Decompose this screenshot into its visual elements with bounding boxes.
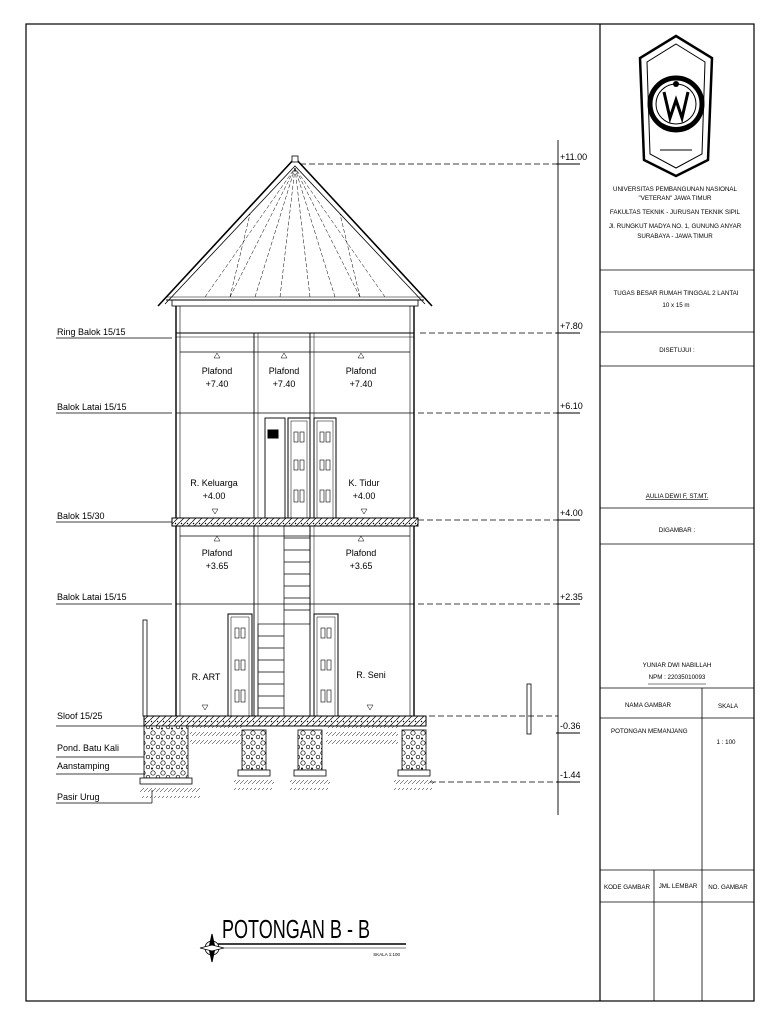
col-jml-lembar: JML LEMBAR bbox=[658, 883, 698, 890]
col-no-gambar: NO. GAMBAR bbox=[708, 884, 748, 891]
room-plafond-2-value: +7.40 bbox=[272, 379, 296, 389]
label-pasir-urug: Pasir Urug bbox=[57, 792, 100, 802]
level-mark-144: -1.44 bbox=[560, 770, 581, 780]
level-lines bbox=[300, 164, 558, 782]
label-pond-batu-kali: Pond. Batu Kali bbox=[57, 743, 120, 753]
sheet-border bbox=[26, 24, 754, 1001]
doors-upper bbox=[265, 418, 336, 518]
floor-slab bbox=[172, 518, 418, 526]
ground-slab bbox=[144, 716, 426, 726]
institution-line-4: Jl. RUNGKUT MADYA NO. 1, GUNUNG ANYAR bbox=[608, 223, 742, 230]
room-r-keluarga-value: +4.00 bbox=[202, 491, 226, 501]
label-balok-latai-lower: Balok Latai 15/15 bbox=[57, 592, 127, 602]
drawing-scale-note: SKALA 1:100 bbox=[373, 952, 400, 957]
room-plafond-1-name: Plafond bbox=[201, 366, 233, 376]
room-plafond-3-value: +7.40 bbox=[349, 379, 373, 389]
col-nama-gambar: NAMA GAMBAR bbox=[624, 702, 672, 709]
institution-line-3: FAKULTAS TEKNIK - JURUSAN TEKNIK SIPIL bbox=[609, 209, 741, 216]
level-mark-780: +7.80 bbox=[560, 321, 583, 331]
label-sloof: Sloof 15/25 bbox=[57, 711, 103, 721]
level-mark-235: +2.35 bbox=[560, 592, 583, 602]
building-walls bbox=[172, 300, 418, 716]
room-plafond-5-name: Plafond bbox=[345, 548, 377, 558]
skala-value: 1 : 100 bbox=[716, 739, 736, 746]
room-plafond-4-value: +3.65 bbox=[205, 561, 229, 571]
university-logo bbox=[640, 36, 712, 176]
roof bbox=[158, 156, 432, 306]
col-kode-gambar: KODE GAMBAR bbox=[603, 884, 651, 891]
room-r-keluarga-name: R. Keluarga bbox=[190, 478, 238, 488]
level-mark-036: -0.36 bbox=[560, 721, 581, 731]
room-plafond-1-value: +7.40 bbox=[205, 379, 229, 389]
doors-lower bbox=[228, 614, 338, 716]
label-aanstamping: Aanstamping bbox=[57, 761, 110, 771]
drawing-title: POTONGAN B - B bbox=[222, 914, 370, 944]
title-block bbox=[600, 270, 754, 1001]
approver-name: AULIA DEWI F, ST.MT. bbox=[645, 493, 709, 500]
staircase bbox=[258, 526, 310, 716]
room-r-art-name: R. ART bbox=[191, 672, 221, 682]
drawn-label: DIGAMBAR : bbox=[658, 527, 696, 534]
room-r-seni-name: R. Seni bbox=[356, 670, 386, 680]
title-underline bbox=[218, 944, 406, 948]
room-k-tidur-name: K. Tidur bbox=[348, 478, 380, 488]
level-mark-610: +6.10 bbox=[560, 401, 583, 411]
room-k-tidur-value: +4.00 bbox=[352, 491, 376, 501]
project-title: TUGAS BESAR RUMAH TINGGAL 2 LANTAI bbox=[613, 290, 739, 297]
label-balok-latai-upper: Balok Latai 15/15 bbox=[57, 402, 127, 412]
room-plafond-2-name: Plafond bbox=[268, 366, 300, 376]
level-mark-11: +11.00 bbox=[560, 152, 588, 162]
approved-label: DISETUJUI : bbox=[659, 347, 695, 354]
level-mark-400: +4.00 bbox=[560, 508, 583, 518]
label-balok-1530: Balok 15/30 bbox=[57, 511, 105, 521]
drafter-name: YUNIAR DWI NABILLAH bbox=[642, 662, 712, 669]
label-ring-balok: Ring Balok 15/15 bbox=[57, 327, 126, 337]
room-plafond-4-name: Plafond bbox=[201, 548, 233, 558]
col-skala: SKALA bbox=[718, 703, 738, 710]
room-plafond-5-value: +3.65 bbox=[349, 561, 373, 571]
nama-gambar-value: POTONGAN MEMANJANG bbox=[611, 728, 688, 735]
institution-line-5: SURABAYA - JAWA TIMUR bbox=[637, 233, 713, 240]
institution-line-1: UNIVERSITAS PEMBANGUNAN NASIONAL bbox=[612, 186, 738, 193]
institution-line-2: "VETERAN" JAWA TIMUR bbox=[638, 195, 712, 202]
north-arrow-icon bbox=[200, 934, 224, 962]
project-size: 10 x 15 m bbox=[662, 302, 690, 309]
drafter-npm: NPM : 22035010093 bbox=[648, 674, 706, 681]
institution-block bbox=[609, 186, 742, 240]
level-ticks bbox=[556, 164, 580, 782]
room-plafond-3-name: Plafond bbox=[345, 366, 377, 376]
